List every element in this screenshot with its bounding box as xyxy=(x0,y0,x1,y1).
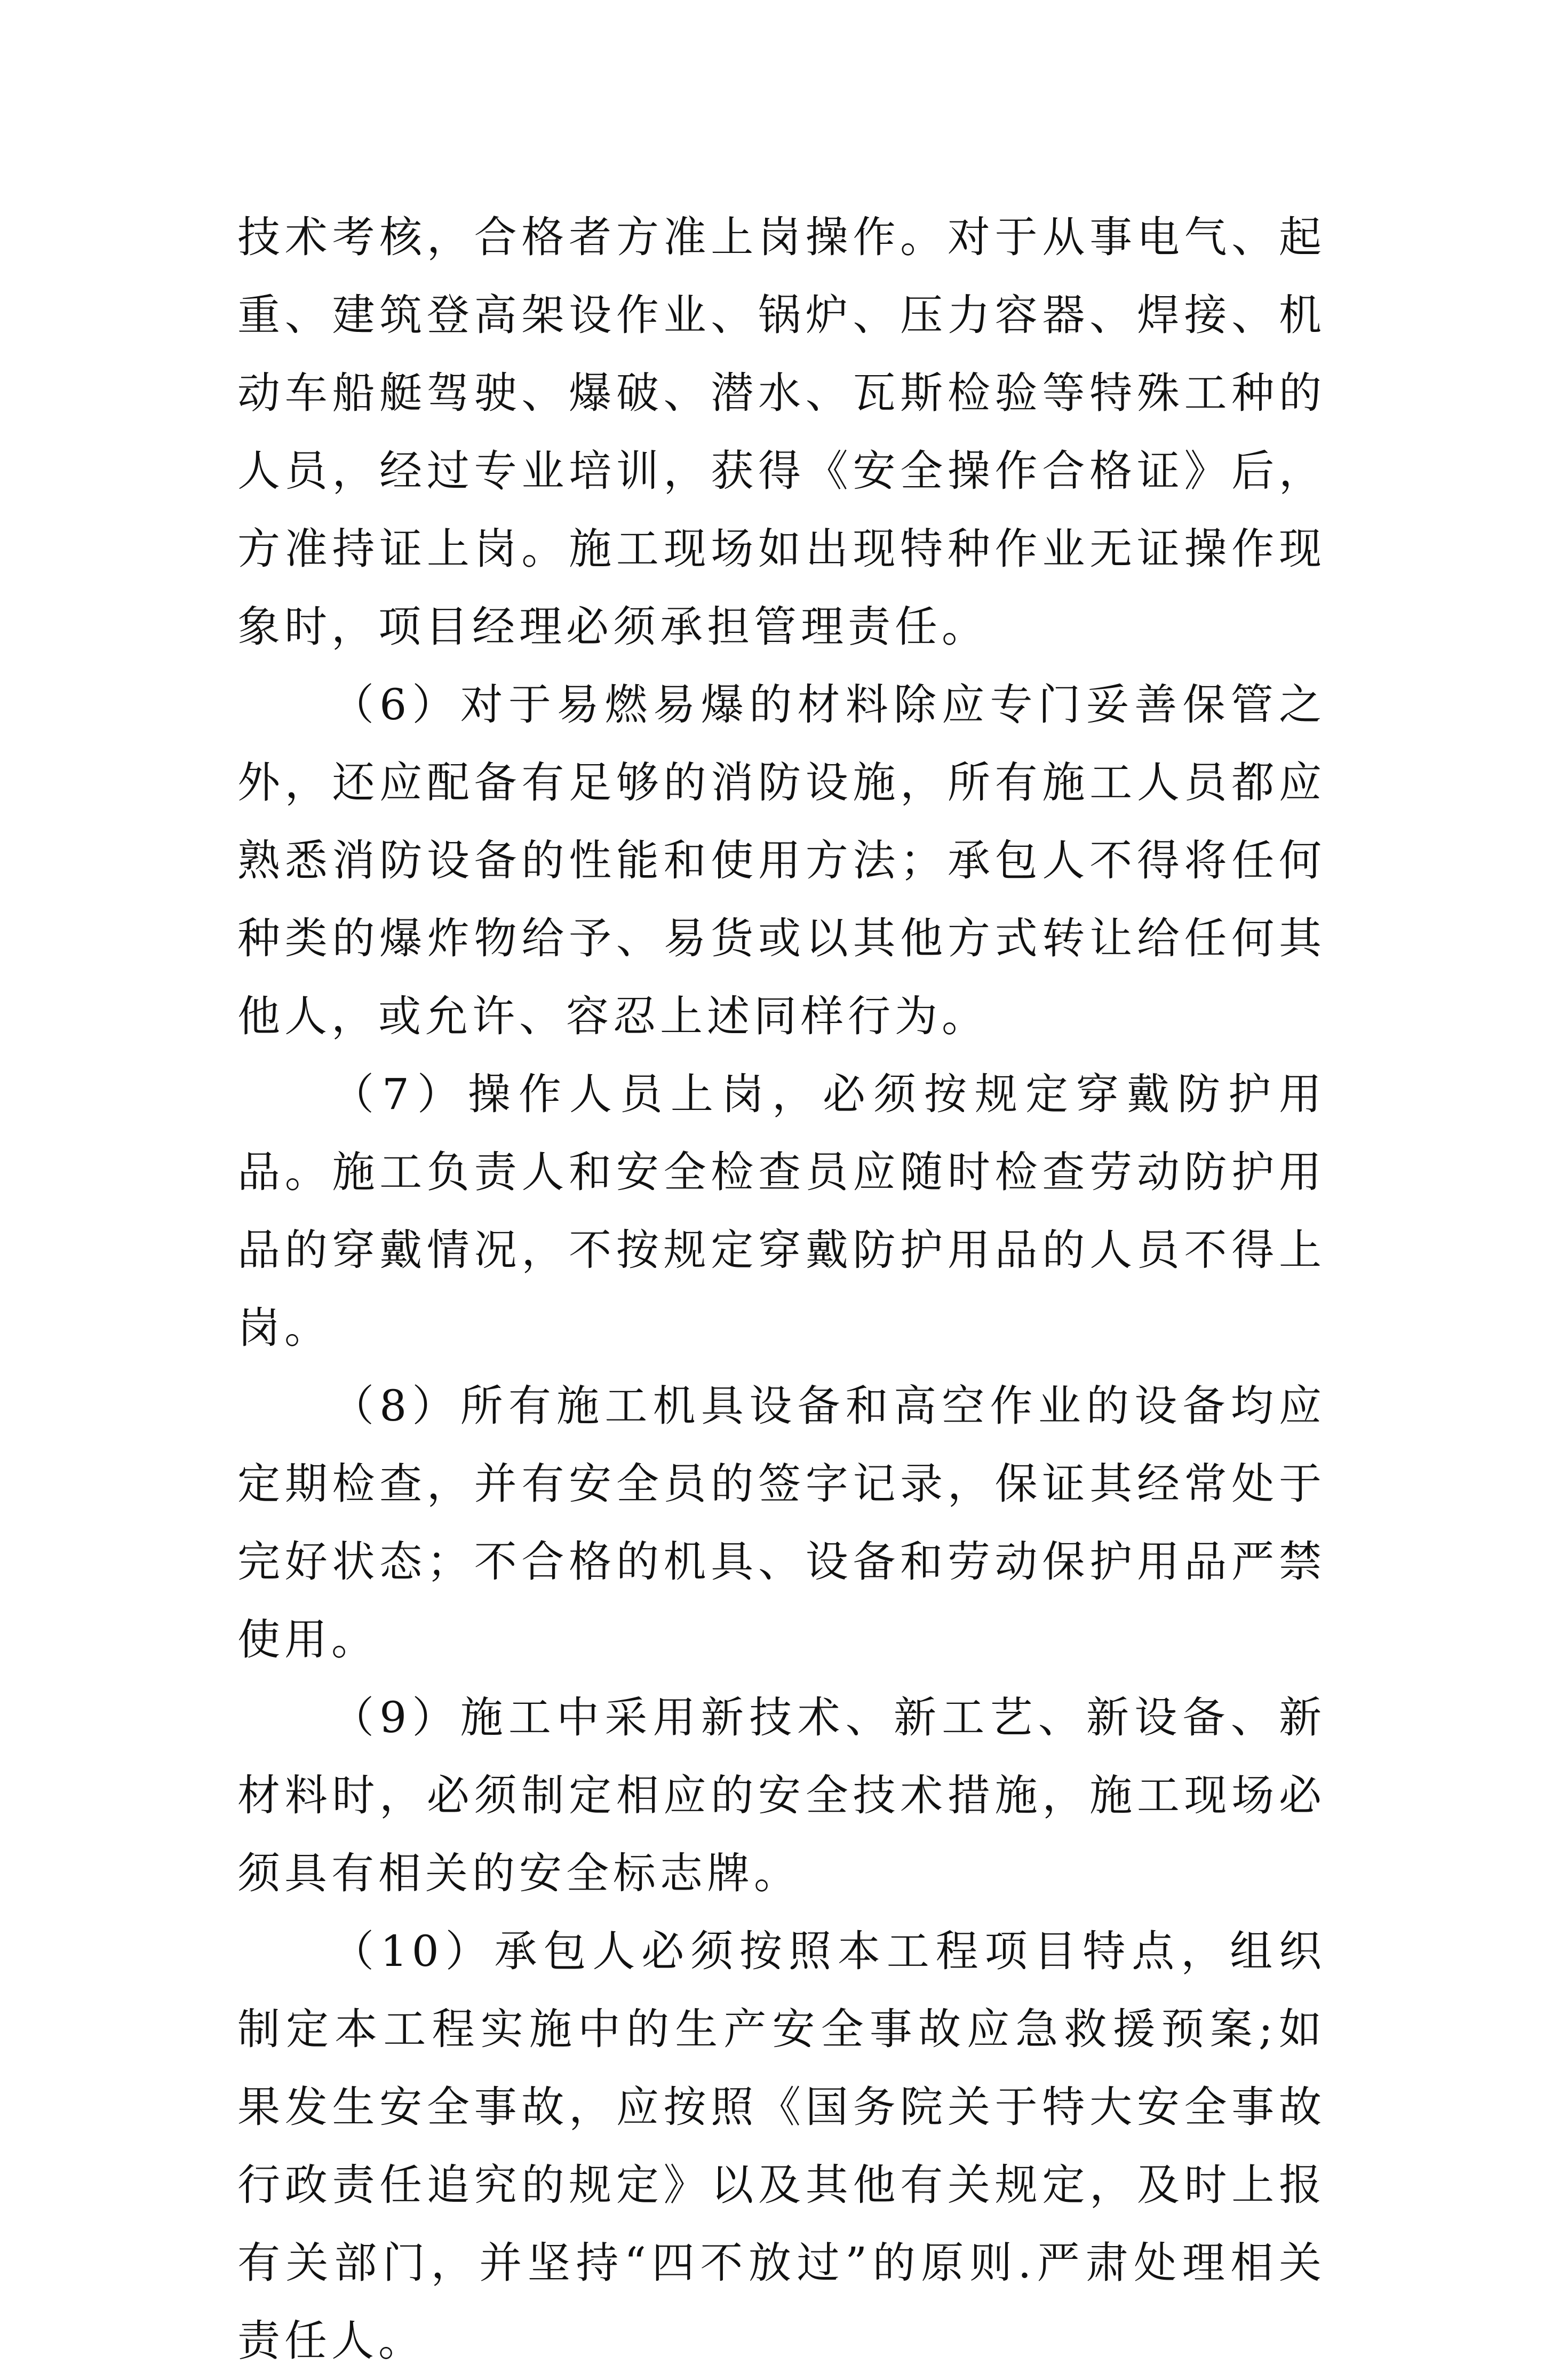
paragraph-item-6: （6）对于易燃易爆的材料除应专门妥善保管之外，还应配备有足够的消防设施，所有施工人员都应熟悉消防设备的性能和使用方法；承包人不得将任何种类的爆炸物给予、易货或以其他方式转让给任何其他人，或允许、容忍上述同样行为。 xyxy=(237,680,1326,1041)
paragraph-continued: 技术考核，合格者方准上岗操作。对于从事电气、起重、建筑登高架设作业、锅炉、压力容器、焊接、机动车船艇驾驶、爆破、潜水、瓦斯检验等特殊工种的人员，经过专业培训，获得《安全操作合格证》后，方准持证上岗。施工现场如出现特种作业无证操作现象时，项目经理必须承担管理责任。 xyxy=(237,212,1326,652)
paragraph-item-8: （8）所有施工机具设备和高空作业的设备均应定期检查，并有安全员的签字记录，保证其经常处于完好状态；不合格的机具、设备和劳动保护用品严禁使用。 xyxy=(237,1381,1326,1664)
paragraph-item-10: （10）承包人必须按照本工程项目特点，组织制定本工程实施中的生产安全事故应急救援预案;如果发生安全事故，应按照《国务院关于特大安全事故行政责任追究的规定》以及其他有关规定，及时上报有关部门，并坚持“四不放过”的原则.严肃处理相关责任人。 xyxy=(237,1926,1326,2366)
document-body xyxy=(237,199,1326,2380)
paragraph-item-7: （7）操作人员上岗，必须按规定穿戴防护用品。施工负责人和安全检查员应随时检查劳动防护用品的穿戴情况，不按规定穿戴防护用品的人员不得上岗。 xyxy=(237,1069,1326,1353)
paragraph-item-9: （9）施工中采用新技术、新工艺、新设备、新材料时，必须制定相应的安全技术措施，施工现场必须具有相关的安全标志牌。 xyxy=(237,1693,1326,1898)
